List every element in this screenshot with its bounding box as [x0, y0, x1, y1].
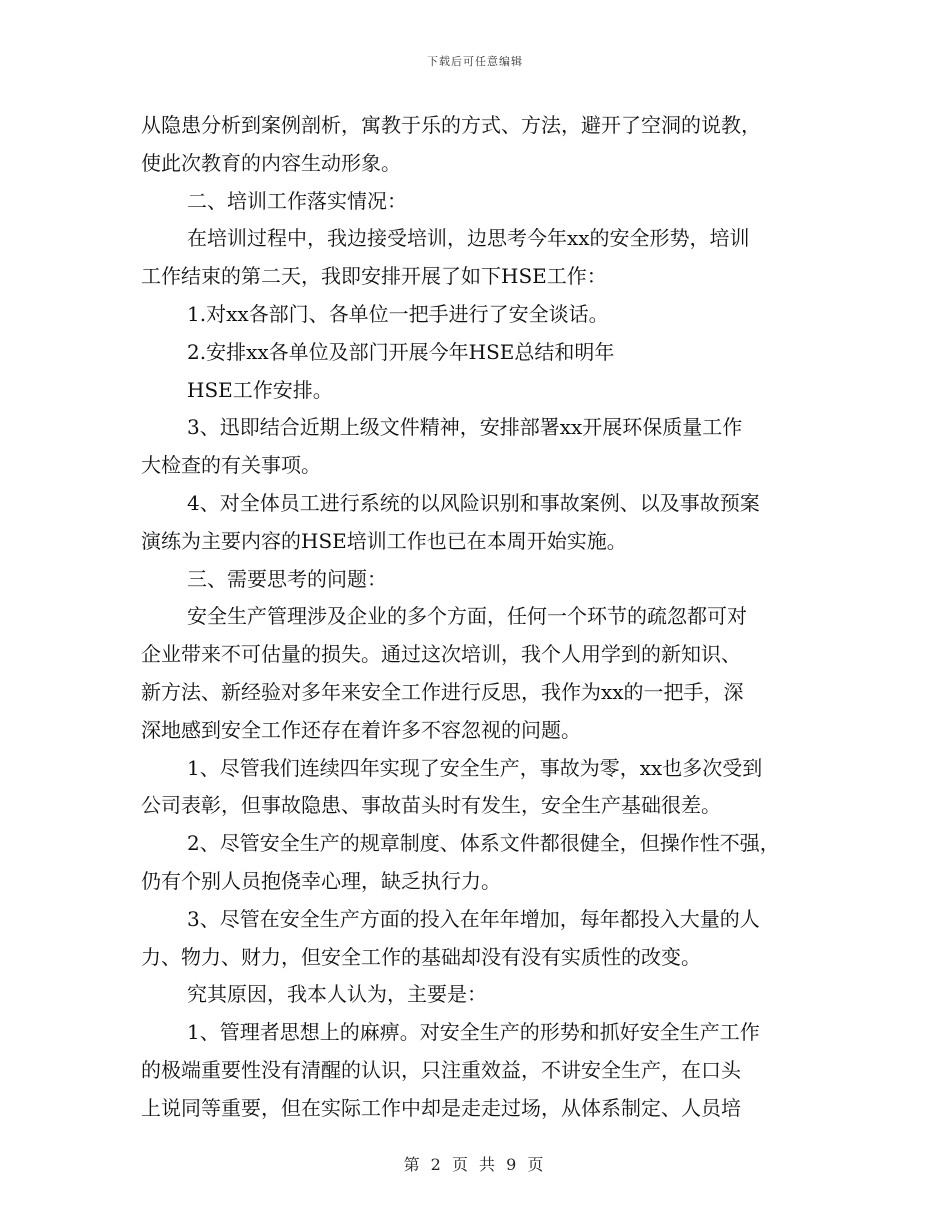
paragraph-line: 深地感到安全工作还存在着许多不容忽视的问题。: [141, 717, 581, 742]
list-item-continuation: 演练为主要内容的HSE培训工作也已在本周开始实施。: [141, 528, 627, 553]
list-item: 4、对全体员工进行系统的以风险识别和事故案例、以及事故预案: [187, 490, 760, 515]
document-body: [141, 107, 811, 1128]
section-heading: 二、培训工作落实情况：: [187, 188, 407, 213]
list-item: 3、迅即结合近期上级文件精神，安排部署xx开展环保质量工作: [187, 415, 743, 440]
paragraph-line: 工作结束的第二天，我即安排开展了如下HSE工作：: [141, 264, 607, 289]
list-item-continuation: 的极端重要性没有清醒的认识，只注重效益，不讲安全生产，在口头: [141, 1057, 741, 1082]
paragraph-line: 使此次教育的内容生动形象。: [141, 150, 401, 175]
paragraph-line: 安全生产管理涉及企业的多个方面，任何一个环节的疏忽都可对: [187, 604, 747, 629]
list-item: 2、尽管安全生产的规章制度、体系文件都很健全，但操作性不强，: [187, 831, 780, 856]
paragraph-line: 从隐患分析到案例剖析，寓教于乐的方式、方法，避开了空洞的说教，: [141, 113, 761, 137]
list-item-continuation: 上说同等重要，但在实际工作中却是走走过场，从体系制定、人员培: [141, 1095, 741, 1120]
list-item-continuation: 大检查的有关事项。: [141, 453, 321, 478]
list-item: 3、尽管在安全生产方面的投入在年年增加，每年都投入大量的人: [187, 906, 760, 931]
list-item-continuation: 仍有个别人员抱侥幸心理，缺乏执行力。: [141, 868, 501, 893]
paragraph-line: 企业带来不可估量的损失。通过这次培训，我个人用学到的新知识、: [141, 642, 741, 667]
list-item-continuation: HSE工作安排。: [187, 377, 333, 402]
list-item: 1.对xx各部门、各单位一把手进行了安全谈话。: [187, 301, 609, 326]
paragraph-line: 在培训过程中，我边接受培训，边思考今年xx的安全形势，培训: [187, 226, 750, 251]
list-item: 2.安排xx各单位及部门开展今年HSE总结和明年: [187, 339, 615, 364]
page-number-footer: 第 2 页 共 9 页: [403, 1155, 547, 1174]
list-item: 1、管理者思想上的麻痹。对安全生产的形势和抓好安全生产工作: [187, 1020, 760, 1045]
list-item-continuation: 公司表彰，但事故隐患、事故苗头时有发生，安全生产基础很差。: [141, 793, 721, 818]
section-heading: 三、需要思考的问题：: [187, 566, 387, 591]
page-header: 下载后可任意编辑: [427, 55, 523, 68]
list-item: 1、尽管我们连续四年实现了安全生产，事故为零，xx也多次受到: [187, 755, 763, 780]
paragraph-line: 究其原因，我本人认为，主要是：: [187, 982, 487, 1007]
list-item-continuation: 力、物力、财力，但安全工作的基础却没有没有实质性的改变。: [141, 944, 701, 969]
paragraph-line: 新方法、新经验对多年来安全工作进行反思，我作为xx的一把手，深: [141, 679, 744, 704]
